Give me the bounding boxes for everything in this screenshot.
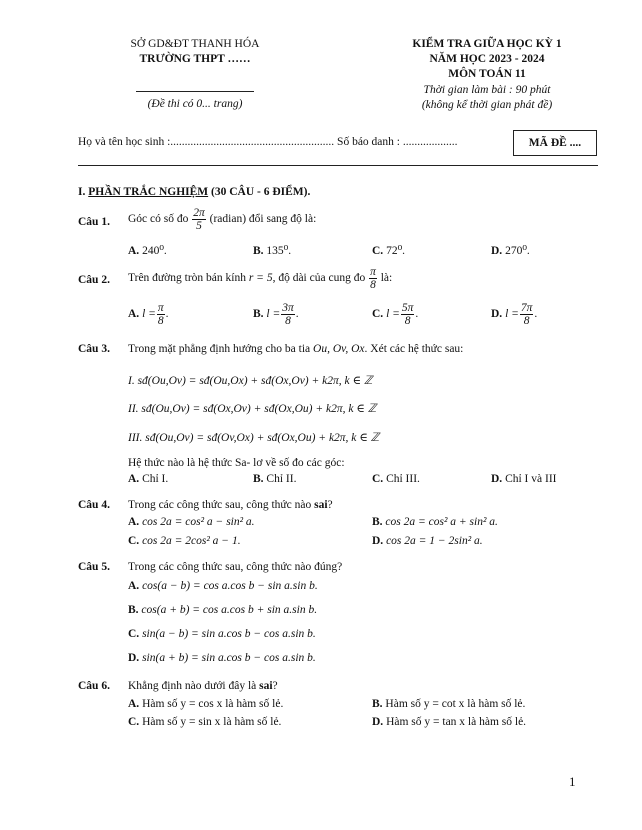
frac-den: 8 (523, 315, 530, 328)
option-lhs: l = (386, 308, 400, 321)
option-letter: D. (372, 716, 384, 728)
option-text: cos 2a = cos² a − sin² a. (142, 516, 255, 528)
option-text: Hàm số y = sin x là hàm số lẻ. (142, 716, 282, 728)
option-letter: D. (128, 652, 140, 664)
q6-stem-end: ? (272, 680, 278, 692)
q1-option-a[interactable] (128, 243, 167, 257)
duration: Thời gian làm bài : 90 phút (423, 84, 551, 96)
q3-stem-b: . Xét các hệ thức sau: (364, 343, 464, 355)
q3-formula-3: III. sđ(Ou,Ov) = sđ(Ov,Ox) + sđ(Ox,Ou) + k2π, k ∈ ℤ (128, 432, 380, 444)
option-letter: C. (372, 308, 384, 321)
q2-stem-b: , độ dài của cung đo (272, 272, 366, 285)
option-text: Chỉ III. (386, 473, 420, 485)
question-5-label: Câu 5. (78, 561, 110, 573)
question-6-label: Câu 6. (78, 680, 110, 692)
school-name: TRƯỜNG THPT …… (139, 53, 251, 65)
option-letter: C. (372, 245, 384, 257)
department-name: SỞ GD&ĐT THANH HÓA (130, 38, 260, 50)
question-1-stem (128, 207, 316, 232)
option-text: cos 2a = 2cos² a − 1. (142, 535, 241, 547)
option-letter: A. (128, 473, 140, 485)
page-count-note: (Đề thi có 0... trang) (147, 98, 243, 110)
option-letter: B. (253, 308, 264, 321)
option-text: sin(a + b) = sin a.cos b − cos a.sin b. (142, 652, 316, 664)
option-letter: A. (128, 698, 140, 710)
option-letter: D. (491, 308, 503, 321)
q2-option-d[interactable]: D. l = $\frac{7\pi}{8}$ . (491, 302, 538, 328)
q2-radius: r = 5 (248, 272, 273, 285)
q6-stem-emphasis: sai (259, 680, 273, 692)
q3-option-a[interactable] (128, 473, 168, 485)
option-text: Chỉ II. (266, 473, 297, 485)
q4-option-b[interactable] (372, 516, 498, 528)
option-letter: B. (253, 473, 264, 485)
q1-frac-den: 5 (196, 220, 202, 233)
q6-option-d[interactable] (372, 716, 526, 728)
option-text: cos 2a = cos² a + sin² a. (385, 516, 498, 528)
header-divider (78, 165, 598, 166)
frac-num: 3π (282, 302, 294, 314)
option-letter: D. (491, 473, 503, 485)
q5-option-c[interactable] (128, 628, 316, 640)
q6-option-b[interactable] (372, 698, 525, 710)
q6-option-a[interactable] (128, 698, 283, 710)
option-fraction (157, 302, 165, 327)
q6-stem: Khẳng định nào dưới đây là (128, 680, 257, 692)
q2-option-b[interactable]: B. l = $\frac{3\pi}{8}$ . (253, 302, 299, 328)
frac-den: 8 (285, 315, 291, 328)
option-letter: C. (128, 628, 140, 640)
q3-stem-a: Trong mặt phẳng định hướng cho ba tia (128, 343, 311, 355)
q5-option-a[interactable] (128, 580, 318, 592)
q2-stem-a: Trên đường tròn bán kính (128, 272, 246, 285)
question-6-stem (128, 680, 278, 692)
q4-stem-emphasis: sai (314, 499, 328, 511)
q1-option-b[interactable] (253, 243, 291, 257)
question-3-label: Câu 3. (78, 343, 110, 355)
q1-option-d[interactable] (491, 243, 530, 257)
frac-den: 8 (404, 315, 411, 328)
option-text: 72⁰. (386, 245, 406, 257)
q3-option-b[interactable] (253, 473, 296, 485)
q4-option-c[interactable] (128, 535, 241, 547)
option-text: cos(a + b) = cos a.cos b + sin a.sin b. (141, 604, 318, 616)
q5-option-b[interactable] (128, 604, 317, 616)
frac-num: 5π (401, 302, 414, 314)
section-title (78, 186, 310, 198)
option-letter: A. (128, 580, 140, 592)
duration-note: (không kể thời gian phát đề) (421, 99, 553, 111)
question-2-stem (128, 266, 392, 291)
section-title-sub: (30 CÂU - 6 ĐIỂM). (208, 186, 311, 198)
q2-frac-den: 8 (370, 279, 376, 292)
option-text: cos(a − b) = cos a.cos b − sin a.sin b. (142, 580, 318, 592)
subject: MÔN TOÁN 11 (448, 68, 526, 80)
header-divider-left (136, 91, 254, 92)
option-letter: B. (372, 516, 383, 528)
frac-den: 8 (157, 315, 164, 328)
option-lhs: l = (142, 308, 156, 321)
question-2-label: Câu 2. (78, 274, 110, 286)
option-letter: A. (128, 516, 140, 528)
option-text: Hàm số y = cot x là hàm số lẻ. (385, 698, 526, 710)
q2-option-c[interactable]: C. l = $\frac{5\pi}{8}$ . (372, 302, 419, 328)
school-year: NĂM HỌC 2023 - 2024 (429, 53, 545, 65)
q6-option-c[interactable] (128, 716, 281, 728)
q3-option-d[interactable] (491, 473, 556, 485)
exam-title: KIỂM TRA GIỮA HỌC KỲ 1 (412, 38, 562, 50)
question-4-label: Câu 4. (78, 499, 110, 511)
q1-frac-num: 2π (193, 207, 205, 219)
q4-option-a[interactable] (128, 516, 255, 528)
option-text: Hàm số y = tan x là hàm số lẻ. (386, 716, 527, 728)
option-letter: A. (128, 308, 140, 321)
q2-option-a[interactable]: A. l = $\frac{\pi}{8}$ . (128, 302, 169, 328)
option-fraction (281, 302, 295, 327)
frac-num: 7π (520, 302, 533, 314)
q3-formula-2: II. sđ(Ou,Ov) = sđ(Ox,Ov) + sđ(Ox,Ou) + k2π, k ∈ ℤ (128, 403, 377, 415)
q4-stem: Trong các công thức sau, công thức nào (128, 499, 312, 511)
option-letter: A. (128, 245, 140, 257)
option-text: 240⁰. (142, 245, 167, 257)
q1-stem-b: (radian) đổi sang độ là: (209, 213, 317, 226)
q1-stem-a: Góc có số đo (128, 213, 189, 226)
q3-formula-1: I. sđ(Ou,Ov) = sđ(Ou,Ox) + sđ(Ox,Ov) + k2π, k ∈ ℤ (128, 375, 373, 387)
q2-frac-num: π (370, 266, 376, 278)
q5-option-d[interactable] (128, 652, 316, 664)
q4-stem-end: ? (327, 499, 333, 511)
option-text: Hàm số y = cos x là hàm số lẻ. (142, 698, 284, 710)
q1-option-c[interactable] (372, 243, 405, 257)
option-fraction (520, 302, 534, 327)
question-3-stem (128, 343, 463, 355)
q3-question: Hệ thức nào là hệ thức Sa- lơ về số đo các góc: (128, 457, 345, 469)
option-fraction (401, 302, 415, 327)
q3-option-c[interactable] (372, 473, 420, 485)
option-letter: C. (372, 473, 384, 485)
option-text: Chỉ I. (142, 473, 169, 485)
option-letter: C. (128, 716, 140, 728)
option-lhs: l = (505, 308, 519, 321)
page-number: 1 (569, 774, 576, 789)
option-letter: B. (253, 245, 264, 257)
q4-option-d[interactable] (372, 535, 483, 547)
question-1-label: Câu 1. (78, 216, 110, 228)
q2-stem-c: là: (380, 272, 393, 285)
option-lhs: l = (266, 308, 281, 321)
q1-fraction (192, 207, 206, 232)
exam-code-box: MÃ ĐỀ .... (513, 130, 597, 156)
option-text: 270⁰. (505, 245, 530, 257)
question-5-stem: Trong các công thức sau, công thức nào đúng? (128, 561, 343, 573)
option-letter: C. (128, 535, 140, 547)
option-letter: B. (372, 698, 383, 710)
frac-num: π (157, 302, 164, 314)
section-title-main: I. PHẦN TRẮC NGHIỆM (78, 186, 209, 198)
q3-rays: Ou, Ov, Ox (313, 343, 365, 355)
option-text: 135⁰. (266, 245, 292, 257)
option-letter: D. (491, 245, 503, 257)
option-letter: B. (128, 604, 139, 616)
option-text: sin(a − b) = sin a.cos b − cos a.sin b. (142, 628, 316, 640)
student-info-line: Họ và tên học sinh :......................................................... Số báo danh : ................... (78, 136, 458, 148)
option-letter: D. (372, 535, 384, 547)
option-text: Chỉ I và III (505, 473, 557, 485)
option-text: cos 2a = 1 − 2sin² a. (386, 535, 483, 547)
q2-fraction (369, 266, 377, 291)
question-4-stem (128, 499, 333, 511)
